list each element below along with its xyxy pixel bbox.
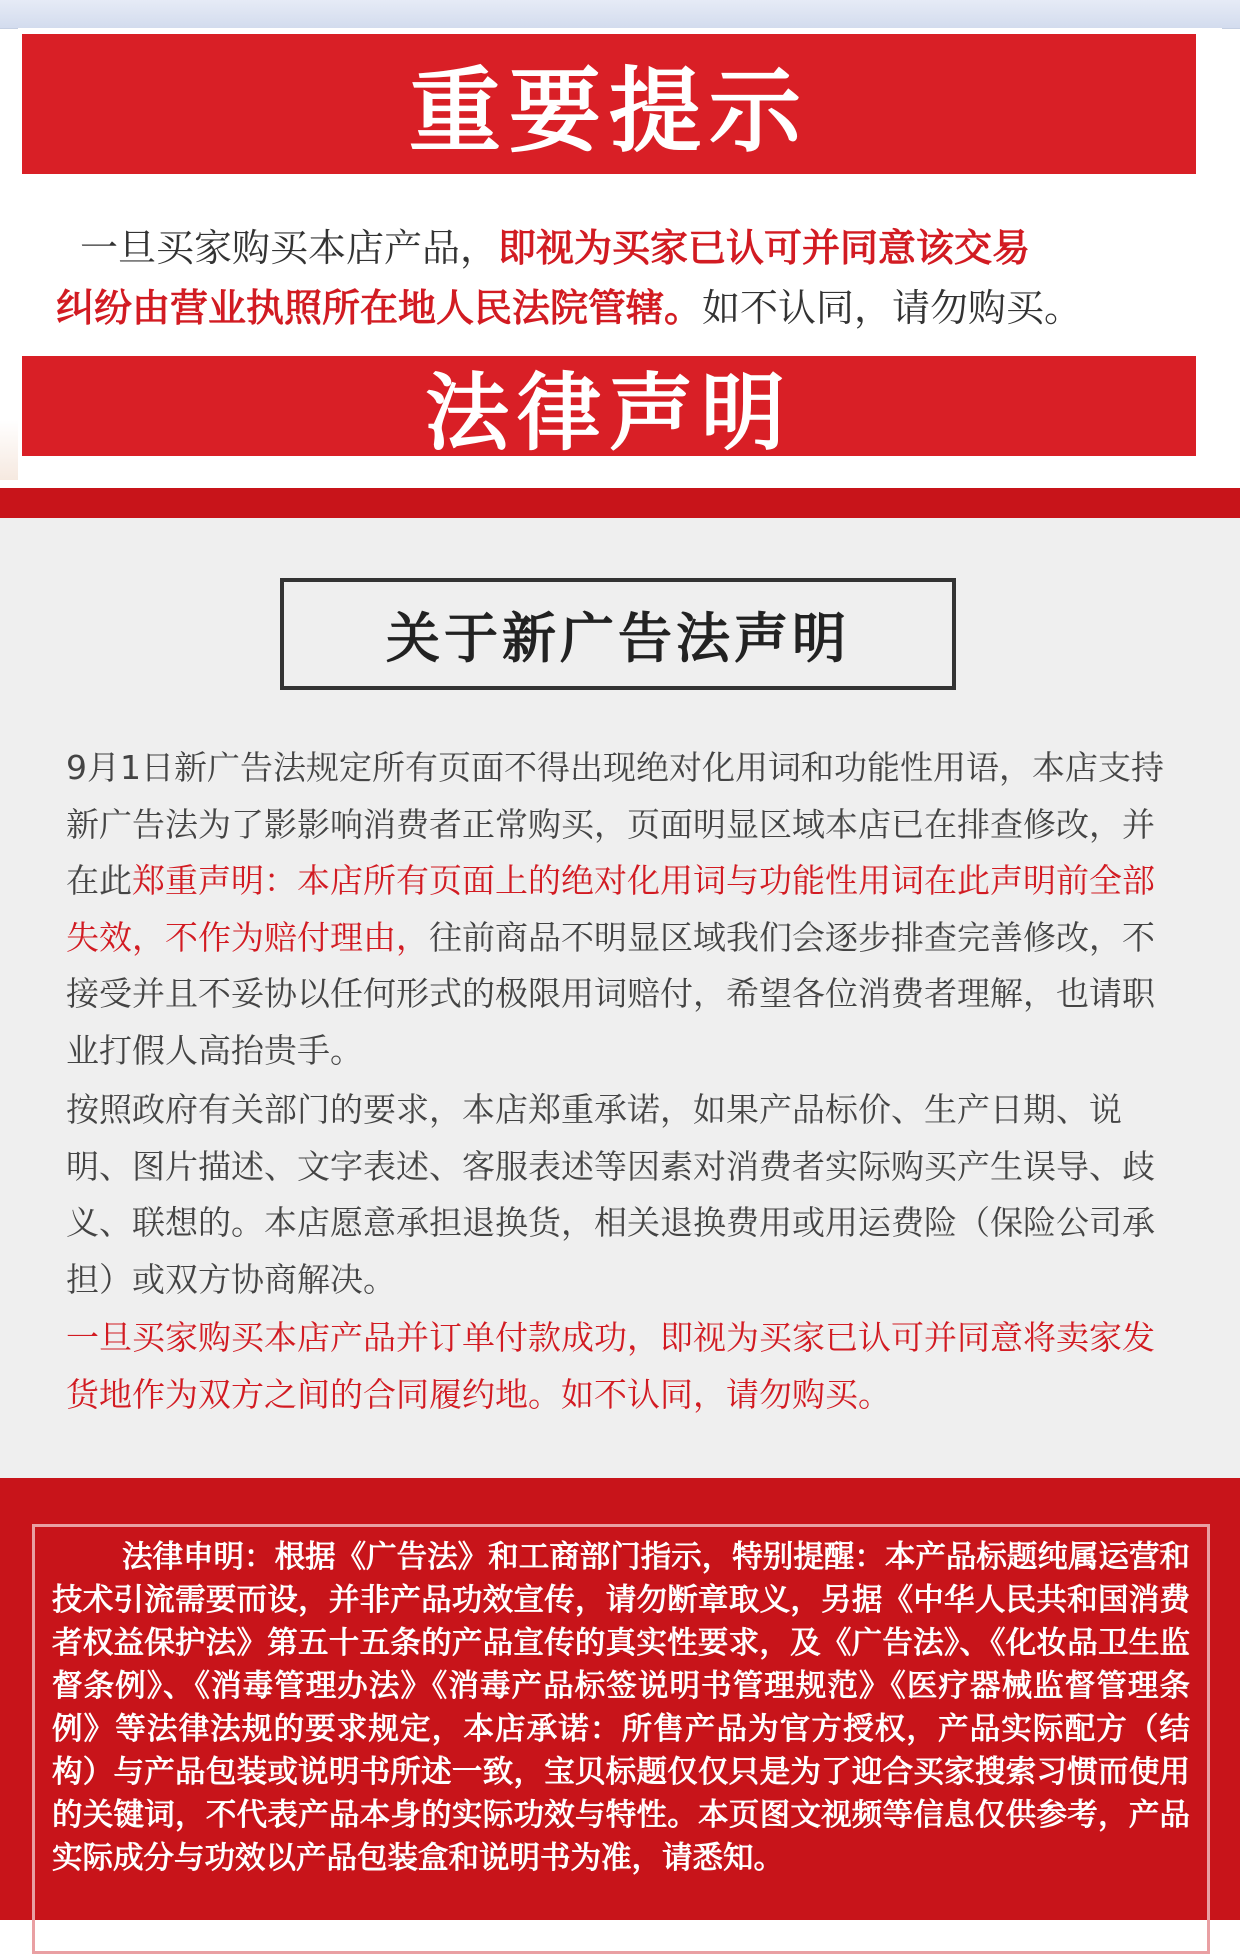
ad-law-section — [0, 518, 1240, 1478]
notice-line-2-emphasis: 纠纷由营业执照所在地人民法院管辖。 — [56, 286, 703, 330]
ad-law-paragraph-2: 按照政府有关部门的要求，本店郑重承诺，如果产品标价、生产日期、说明、图片描述、文字表述、客服表述等因素对消费者实际购买产生误导、歧义、联想的。本店愿意承担退换货，相关退换费用或用运费险（保险公司承担）或双方协商解决。 — [66, 1090, 1155, 1299]
browser-top-strip — [0, 0, 1240, 29]
red-divider — [0, 488, 1240, 518]
legal-statement-banner — [22, 356, 1196, 462]
edge-shade — [0, 420, 18, 480]
notice-line-1-text: 一旦买家购买本店产品， — [80, 226, 499, 270]
important-notice-banner — [22, 34, 1196, 174]
ad-law-title-box — [280, 578, 956, 690]
legal-disclaimer-text: 法律申明：根据《广告法》和工商部门指示，特别提醒：本产品标题纯属运营和技术引流需要而设，并非产品功效宣传，请勿断章取义，另据《中华人民共和国消费者权益保护法》第五十五条的产品宣传的真实性要求，及《广告法》、《化妆品卫生监督条例》、《消毒管理办法》《消毒产品标签说明书管理规范》《医疗器械监督管理条例》等法律法规的要求规定，本店承诺：所售产品为官方授权，产品实际配方（结构）与产品包装或说明书所述一致，宝贝标题仅仅只是为了迎合买家搜索习惯而使用的关键词，不代表产品本身的实际功效与特性。本页图文视频等信息仅供参考，产品实际成分与功效以产品包装盒和说明书为准，请悉知。 — [52, 1540, 1190, 1876]
notice-line-2 — [56, 278, 1216, 338]
legal-disclaimer-section — [0, 1478, 1240, 1920]
ad-law-paragraph-1-emphasis: 郑重声明：本店所有页面上的绝对化用词与功能性用词在此声明前全部失效，不作为赔付理由， — [66, 861, 1155, 957]
ad-law-title: 关于新广告法声明 — [386, 606, 850, 670]
ad-law-paragraph-1-a: 9月1日新广告法规定所有页面不得出现绝对化用词和功能性用语，本店支持新广告法为了影影响消费者正常购买，页面明显区域本店已在排查修改，并在此 — [66, 748, 1164, 900]
notice-line-2-text: 如不认同，请勿购买。 — [702, 286, 1083, 330]
legal-statement-title: 法律声明 — [424, 363, 793, 462]
notice-line-1-emphasis: 即视为买家已认可并同意该交易 — [498, 226, 1031, 270]
ad-law-paragraph-3: 一旦买家购买本店产品并订单付款成功，即视为买家已认可并同意将卖家发货地作为双方之间的合同履约地。如不认同，请勿购买。 — [66, 1318, 1155, 1414]
notice-line-1 — [80, 218, 1240, 278]
ad-law-paragraph-1 — [66, 740, 1174, 1079]
ad-law-paragraph-1-b: 往前商品不明显区域我们会逐步排查完善修改，不接受并且不妥协以任何形式的极限用词赔付，希望各位消费者理解，也请职业打假人高抬贵手。 — [66, 917, 1155, 1070]
important-notice-title: 重要提示 — [408, 58, 809, 165]
